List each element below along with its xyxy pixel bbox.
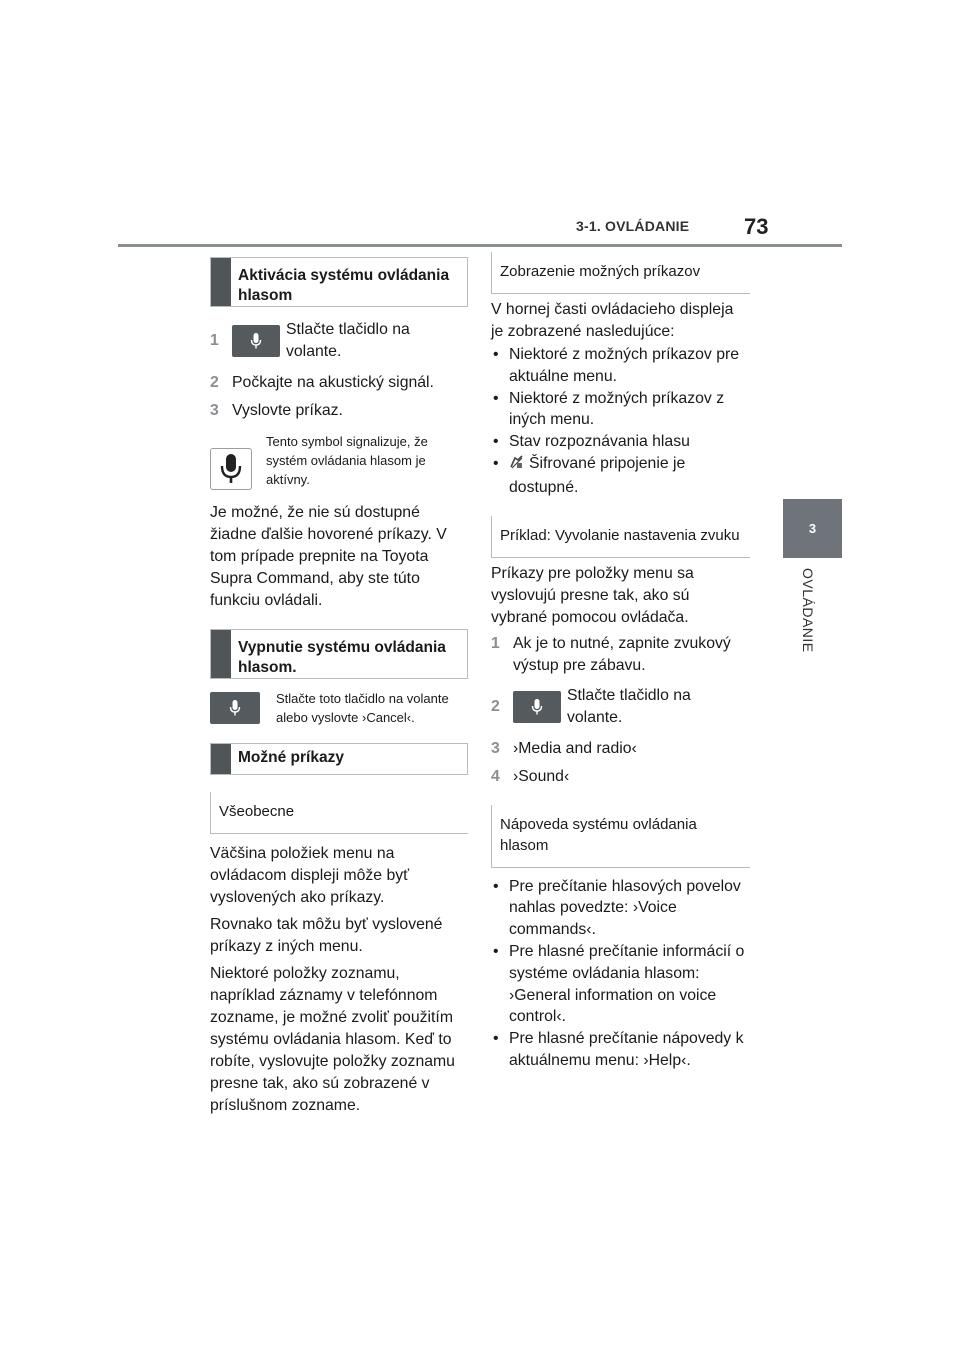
list-item: • Niektoré z možných príkazov pre aktuálne menu.: [491, 344, 750, 388]
paragraph-2: Rovnako tak môžu byť vyslovené príkazy z iných menu.: [210, 916, 443, 955]
section-title: 3-1. OVLÁDANIE: [576, 218, 690, 234]
activation-heading-box: [210, 257, 468, 307]
symbol-note: Tento symbol signalizuje, že systém ovládania hlasom je aktívny.: [210, 432, 468, 490]
list-item: • Pre hlasné prečítanie informácií o systéme ovládania hlasom: ›General information on voice control‹.: [491, 941, 750, 1028]
step-1: 1 Stlačte tlačidlo na volante.: [210, 321, 410, 360]
example-intro: Príkazy pre položky menu sa vyslovujú presne tak, ako sú vybrané pomocou ovládača.: [491, 564, 694, 626]
list-item: • Stav rozpoznávania hlasu: [491, 431, 750, 453]
possible-commands-heading-box: [210, 743, 468, 775]
example-step-3: 3 ›Media and radio‹: [491, 739, 637, 757]
microphone-icon: [232, 325, 280, 357]
deactivation-note: Stlačte toto tlačidlo na volante alebo vyslovte ›Cancel‹.: [210, 689, 468, 727]
microphone-icon: [513, 691, 561, 723]
chapter-number: 3: [808, 521, 817, 536]
example-step-1: 1 Ak je to nutné, zapnite zvukový výstup pre zábavu.: [491, 634, 731, 674]
example-step-2: 2 Stlačte tlačidlo na volante.: [491, 686, 691, 726]
header-rule: [118, 244, 842, 247]
step-3: 3 Vyslovte príkaz.: [210, 402, 343, 419]
paragraph-1: Väčšina položiek menu na ovládacom displeji môže byť vyslovených ako príkazy.: [210, 845, 410, 906]
possible-commands-heading: Možné príkazy: [238, 749, 344, 766]
help-subheading: Nápoveda systému ovládania hlasom: [491, 805, 750, 868]
display-list: [491, 344, 750, 499]
paragraph-possible: Je možné, že nie sú dostupné žiadne ďalšie hovorené príkazy. V tom prípade prepnite na Toyota Supra Command, aby ste túto funkciu ovládali.: [210, 504, 447, 609]
microphone-icon: [210, 448, 252, 490]
display-subheading: Zobrazenie možných príkazov: [491, 252, 750, 294]
general-subheading: Všeobecne: [210, 792, 468, 834]
list-item: • Pre hlasné prečítanie nápovedy k aktuálnemu menu: ›Help‹.: [491, 1028, 750, 1072]
deactivation-heading-box: [210, 629, 468, 679]
microphone-icon: [210, 692, 260, 724]
chapter-label: OVLÁDANIE: [800, 568, 816, 653]
paragraph-3: Niektoré položky zoznamu, napríklad záznamy v telefónnom zozname, je možné zvoliť použitím systému ovládania hlasom. Keď to robíte, vyslovujte položky zoznamu presne tak, ako sú zobrazené v príslušnom zozname.: [210, 965, 455, 1114]
example-subheading: Príklad: Vyvolanie nastavenia zvuku: [491, 516, 750, 558]
help-list: [491, 876, 750, 1072]
chapter-tab: [783, 499, 842, 558]
example-step-4: 4 ›Sound‹: [491, 767, 570, 785]
left-column: [210, 257, 468, 1117]
deactivation-heading: Vypnutie systému ovládania hlasom.: [238, 639, 446, 676]
list-item: • Pre prečítanie hlasových povelov nahlas povedzte: ›Voice commands‹.: [491, 876, 750, 941]
activation-heading: Aktivácia systému ovládania hlasom: [238, 267, 450, 304]
encrypted-connection-icon: [509, 455, 524, 477]
list-item: • Šifrované pripojenie je dostupné.: [491, 453, 750, 499]
list-item: • Niektoré z možných príkazov z iných menu.: [491, 388, 750, 432]
page-number: 73: [744, 214, 769, 239]
right-column: [491, 252, 750, 1072]
display-intro: V hornej časti ovládacieho displeja je zobrazené nasledujúce:: [491, 301, 734, 340]
step-2: 2 Počkajte na akustický signál.: [210, 374, 434, 391]
